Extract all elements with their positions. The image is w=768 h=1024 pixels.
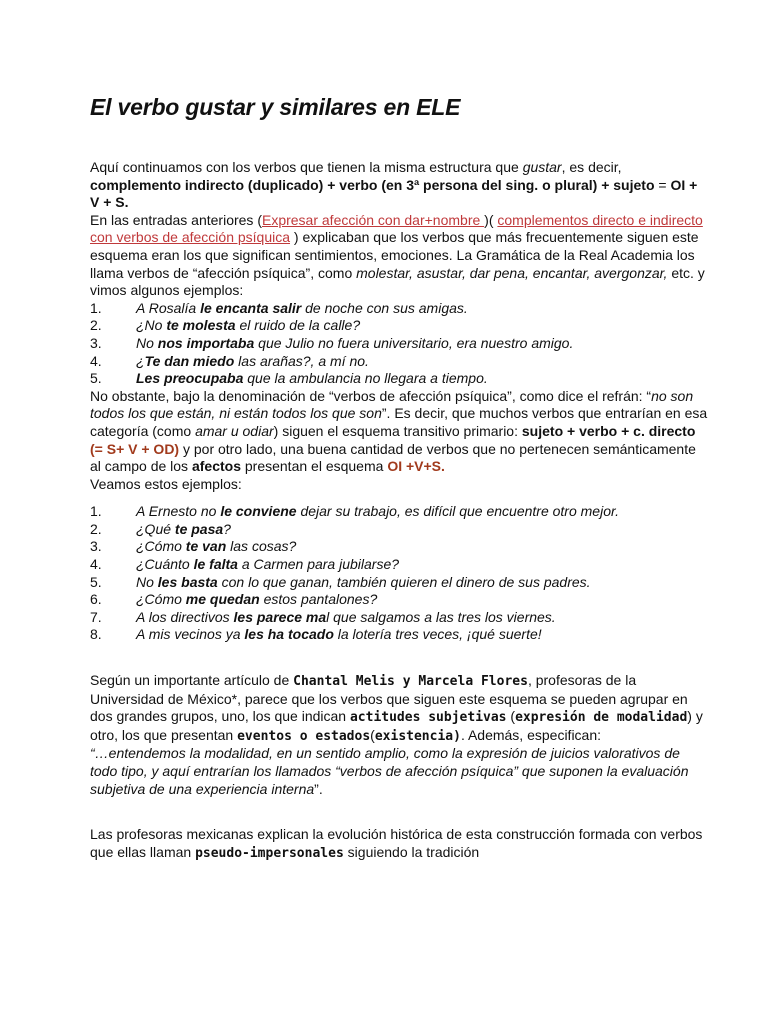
list-item [90,503,708,521]
text: )( [484,211,498,228]
text: Las profesoras mexicanas explican la evolución histórica de esta construcción formada con verbos que ellas llaman [90,826,703,860]
text-bold: Chantal Melis y Marcela Flores [293,674,528,690]
text: ) siguen el esquema transitivo primario: [273,422,522,439]
text: ¿Cómo [136,591,186,608]
text-bold: Te dan miedo [144,352,235,369]
text: estos pantalones? [259,591,378,608]
text: ( [506,708,516,725]
text-italic: no son todos los que están, ni están todos los que son [90,387,694,422]
formula-highlight: OI +V+S. [387,458,445,475]
text-italic: amar u odiar [195,422,274,439]
text: Aquí continuamos con los verbos que tienen la misma estructura que [90,159,523,175]
text-bold: nos importaba [157,334,255,351]
text-bold: expresión de modalidad [515,710,688,726]
text: ”. [314,780,323,797]
text: A mis vecinos ya [136,626,245,643]
list-number: 5. [90,370,102,387]
text: , es decir, [561,159,622,175]
text-bold: Les preocupaba [136,370,244,387]
text-bold: sujeto + verbo + c. directo [521,422,696,439]
text: A los directivos [136,608,234,625]
intro-paragraph [90,159,708,212]
list-number: 4. [90,556,102,573]
text-bold: les ha tocado [244,626,334,643]
text: l que salgamos a las tres los viernes. [326,608,556,625]
text-bold: eventos o estados [237,728,371,744]
text: el ruido de la calle? [235,317,361,334]
list-number: 7. [90,608,102,625]
list-number: 1. [90,299,102,316]
list-number: 8. [90,626,102,643]
entries-paragraph [90,212,708,300]
list-number: 4. [90,352,102,369]
list-item [90,521,708,539]
text-bold: te pasa [174,520,224,537]
list-number: 2. [90,317,102,334]
text-bold: te van [185,538,227,555]
text: , profesoras de la Universidad de México*, parece que los verbos que siguen este esquema se pueden agrupar en dos grandes grupos, uno, los que indican [90,672,688,725]
text: dejar su trabajo, es difícil que encuentre otro mejor. [296,503,620,520]
text-bold: le encanta salir [200,299,302,316]
text: ( [370,726,375,743]
text: las arañas?, a mí no. [234,352,369,369]
examples-list-1 [90,300,708,388]
list-number: 2. [90,520,102,537]
text-bold: le conviene [220,503,297,520]
article-paragraph [90,672,708,798]
text: = [654,176,671,193]
text: ) explicaban que los verbos que más frecuentemente siguen este esquema eran los que significan sentimientos, emociones. La Gramática de la Real Academia los llama verbos de “afección psíquica”, como [90,229,699,281]
text: . Además, especifican: [460,726,602,743]
list-item [90,353,708,371]
text: y por otro lado, una buena cantidad de verbos que no pertenecen semánticamente al campo de los [90,440,696,475]
text-italic: gustar [522,159,562,175]
list-item [90,538,708,556]
text: ”. Es decir, que muchos verbos que entrarían en esa categoría (como [90,405,708,439]
link-expresar-afeccion[interactable]: Expresar afección con dar+nombre [261,211,485,228]
text: Veamos estos ejemplos: [90,475,242,492]
text-bold: complemento indirecto (duplicado) + verbo (en 3ª persona del sing. o plural) + sujeto [90,176,655,193]
text-bold: les parece ma [233,608,327,625]
text: con lo que ganan, también quieren el dinero de sus padres. [217,573,591,590]
list-number: 1. [90,503,102,520]
text-bold: existencia) [374,728,461,744]
text: presentan el esquema [240,458,388,475]
text-bold: les basta [157,573,218,590]
text: En las entradas anteriores ( [90,211,262,228]
text: No [136,573,158,590]
text-bold: pseudo-impersonales [195,845,344,861]
list-item [90,609,708,627]
text: etc. y vimos algunos ejemplos: [90,264,705,299]
list-number: 3. [90,334,102,351]
list-item [90,591,708,609]
text: Según un importante artículo de [90,672,294,689]
text: siguiendo la tradición [343,843,480,860]
text: ) y otro, los que presentan [90,708,703,743]
list-item [90,556,708,574]
text: ¿Cómo [136,538,186,555]
closing-paragraph [90,826,708,862]
text: ¿Qué [136,520,175,537]
text: No [136,334,158,351]
text-bold: afectos [191,458,241,475]
list-number: 5. [90,573,102,590]
link-complementos[interactable]: complementos directo e indirecto con verbos de afección psíquica [90,211,703,246]
text-bold: te molesta [166,317,236,334]
text: las cosas? [226,538,297,555]
text: ¿No [136,317,167,334]
text-bold: actitudes subjetivas [349,710,507,726]
list-item [90,370,708,388]
list-item [90,626,708,644]
text: ? [223,520,231,537]
text: A Ernesto no [136,503,221,520]
text: ¿ [136,352,145,369]
quote-text: “…entendemos la modalidad, en un sentido amplio, como la expresión de juicios valorativos de todo tipo, y aquí entrarían los llamados “verbos de afección psíquica” que suponen la evaluación subjetiva de una experiencia interna [90,745,689,797]
text: que Julio no fuera universitario, era nuestro amigo. [254,334,574,351]
formula-highlight: (= S+ V + OD) [90,440,180,457]
text: la lotería tres veces, ¡qué suerte! [333,626,542,643]
text: ¿Cuánto [136,556,194,573]
list-item [90,335,708,353]
text-bold: OI + V + S. [90,176,698,211]
no-obstante-paragraph [90,388,708,494]
text-bold: le falta [193,556,238,573]
list-number: 3. [90,538,102,555]
text: de noche con sus amigas. [301,299,468,316]
examples-list-2 [90,503,708,644]
list-item [90,317,708,335]
list-item [90,300,708,318]
text: a Carmen para jubilarse? [237,556,400,573]
text: A Rosalía [136,299,201,316]
text: que la ambulancia no llegara a tiempo. [243,370,488,387]
list-number: 6. [90,591,102,608]
page-title: El verbo gustar y similares en ELE [90,94,461,120]
text: No obstante, bajo la denominación de “verbos de afección psíquica”, como dice el refrán: “ [90,387,652,404]
list-item [90,574,708,592]
text-italic: molestar, asustar, dar pena, encantar, avergonzar, [356,264,668,281]
text-bold: me quedan [185,591,260,608]
